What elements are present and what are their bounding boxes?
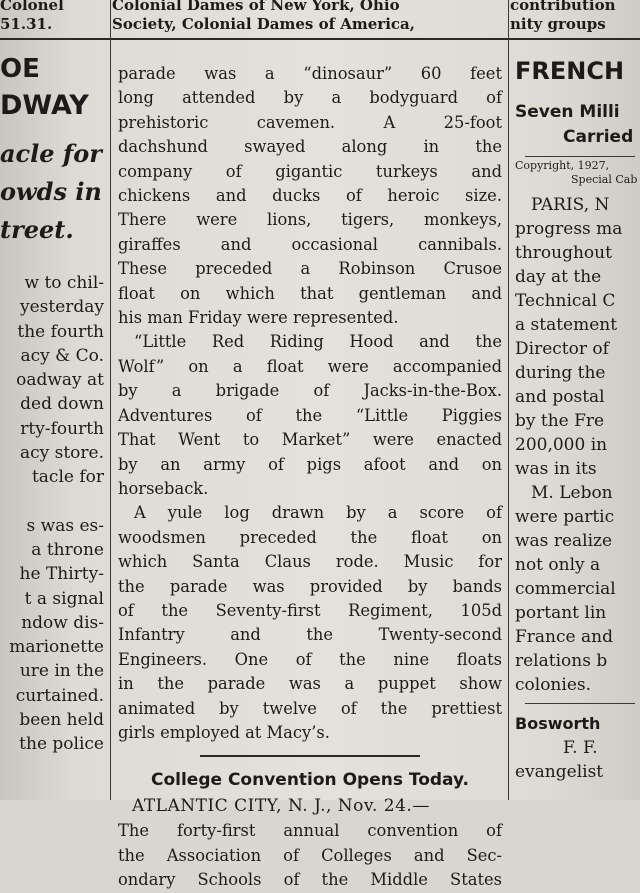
left-body-line: ndow dis- <box>21 612 104 633</box>
top-middle-line-1: Colonial Dames of New York, Ohio <box>112 0 400 14</box>
article-line: “Little Red Riding Hood and the <box>134 332 502 352</box>
right-body-line: France and <box>515 627 613 647</box>
left-body-line: been held <box>19 710 104 731</box>
article-line: animated by twelve of the prettiest <box>118 698 502 718</box>
article-line: That Went to Market” were enacted <box>118 430 502 450</box>
right-body-line: throughout <box>515 243 612 263</box>
middle-column <box>118 62 502 893</box>
right-body-text <box>515 193 640 697</box>
top-divider-rule <box>0 38 640 40</box>
article-line: by an army of pigs afoot and on <box>118 454 502 474</box>
right-body-line: PARIS, N <box>531 195 610 215</box>
left-body-line: a throne <box>31 539 104 560</box>
article-line: horseback. <box>118 478 209 498</box>
right-body-line: progress ma <box>515 219 623 239</box>
right-body-line: a statement <box>515 315 618 335</box>
right-rule-2 <box>525 703 635 704</box>
article-line: of the Seventy-first Regiment, 105d <box>118 600 502 620</box>
left-body-line: oadway at <box>16 370 104 391</box>
left-subhead <box>0 135 106 249</box>
left-body-line: curtained. <box>15 685 104 706</box>
left-body-line: ded down <box>20 394 104 415</box>
bosworth-headline: Bosworth <box>515 714 601 733</box>
right-body-line: not only a <box>515 555 601 575</box>
article-line: prehistoric cavemen. A 25-foot <box>118 112 502 132</box>
right-body-line: 200,000 in <box>515 435 608 455</box>
right-body-line: commercial <box>515 579 616 599</box>
article-line: These preceded a Robinson Crusoe <box>118 259 502 279</box>
right-body-line: by the Fre <box>515 411 605 431</box>
special-cable-line: Special Cab <box>571 173 638 186</box>
right-body-line: colonies. <box>515 675 592 695</box>
top-right-fragment <box>510 0 640 34</box>
left-body-line: ure in the <box>19 661 104 682</box>
left-headline-2: DWAY <box>0 90 89 121</box>
article-line: dachshund swayed along in the <box>118 137 502 157</box>
left-body-line: t a signal <box>24 588 104 609</box>
left-subhead-line: treet. <box>0 215 74 244</box>
column-divider-right <box>508 0 509 800</box>
right-subhead-1: Seven Milli <box>515 102 620 122</box>
college-convention-headline: College Convention Opens Today. <box>151 770 469 791</box>
right-body-line: relations b <box>515 651 608 671</box>
article-line: ondary Schools of the Middle States <box>118 870 502 890</box>
top-left-line-1: Colonel <box>0 0 64 14</box>
left-body-text <box>0 271 106 757</box>
left-body-line: yesterday <box>19 297 104 318</box>
left-body-line: marionette <box>9 637 104 658</box>
dateline-city: ATLANTIC CITY, N. J., Nov. 24.— <box>132 796 430 817</box>
left-body-line: he Thirty- <box>19 564 104 585</box>
article-line: giraffes and occasional cannibals. <box>118 234 502 254</box>
right-body-line: and postal <box>515 387 605 407</box>
article-line: girls employed at Macy’s. <box>118 722 330 742</box>
left-body-line: s was es- <box>26 515 104 536</box>
right-body-line: during the <box>515 363 606 383</box>
left-body-line: rty-fourth <box>20 418 104 439</box>
article-line: float on which that gentleman and <box>118 283 502 303</box>
article-line: parade was a “dinosaur” 60 feet <box>118 64 502 83</box>
article-line: There were lions, tigers, monkeys, <box>118 210 502 230</box>
top-right-line-1: contribution <box>510 0 616 14</box>
right-body-line: day at the <box>515 267 602 287</box>
top-middle-line-2: Society, Colonial Dames of America, <box>112 15 415 33</box>
top-right-line-2: nity groups <box>510 15 606 33</box>
article-line: Adventures of the “Little Piggies <box>118 405 502 425</box>
article-line: A yule log drawn by a score of <box>134 503 502 523</box>
left-subhead-line: acle for <box>0 139 102 168</box>
article-line: the parade was provided by bands <box>118 576 502 596</box>
article-line: The forty-first annual convention of <box>118 821 502 841</box>
article-line: Infantry and the Twenty-second <box>118 625 502 645</box>
article-line: the Association of Colleges and Sec- <box>118 845 502 865</box>
convention-article <box>118 819 502 892</box>
copyright-line: Copyright, 1927, <box>515 159 610 172</box>
top-strip <box>0 0 640 38</box>
right-body-line: portant lin <box>515 603 607 623</box>
article-line: woodsmen preceded the float on <box>118 527 502 547</box>
article-separator-rule <box>200 755 420 757</box>
left-headline-1: OE <box>0 54 40 84</box>
dateline <box>118 793 502 819</box>
right-body-line: was realize <box>515 531 613 551</box>
column-divider-left <box>110 0 111 800</box>
right-subhead-2: Carried <box>563 127 634 147</box>
right-tail-line: evangelist <box>515 762 604 782</box>
right-rule <box>525 156 635 157</box>
article-line: chickens and ducks of heroic size. <box>118 186 502 206</box>
right-body-line: Director of <box>515 339 609 359</box>
left-body-line: acy store. <box>19 443 104 464</box>
article-line: Wolf” on a float were accompanied <box>118 356 502 376</box>
left-body-line: w to chil- <box>24 273 104 293</box>
article-line: Engineers. One of the nine floats <box>118 649 502 669</box>
parade-article <box>118 62 502 745</box>
top-left-fragment <box>0 0 100 34</box>
article-line: which Santa Claus rode. Music for <box>118 552 502 572</box>
left-body-line: acy & Co. <box>20 345 104 366</box>
article-line: in the parade was a puppet show <box>118 674 502 694</box>
article-line: long attended by a bodyguard of <box>118 88 502 108</box>
french-headline: FRENCH <box>515 57 625 85</box>
left-body-line: the fourth <box>17 321 104 342</box>
article-line: company of gigantic turkeys and <box>118 161 502 181</box>
right-body-line: M. Lebon <box>531 483 613 503</box>
top-middle-fragment <box>112 0 507 34</box>
left-column <box>0 52 106 757</box>
right-body-line: were partic <box>515 507 615 527</box>
top-left-line-2: 51.31. <box>0 15 53 33</box>
article-line: by a brigade of Jacks-in-the-Box. <box>118 381 502 401</box>
left-subhead-line: owds in <box>0 177 102 206</box>
article-line: his man Friday were represented. <box>118 308 399 328</box>
right-body-line: Technical C <box>515 291 616 311</box>
left-body-line: the police <box>19 734 104 755</box>
right-column <box>515 56 640 784</box>
right-tail-line: F. F. <box>563 738 598 758</box>
left-body-line: tacle for <box>31 467 104 488</box>
left-body-gap <box>0 490 104 514</box>
right-body-line: was in its <box>515 459 597 479</box>
